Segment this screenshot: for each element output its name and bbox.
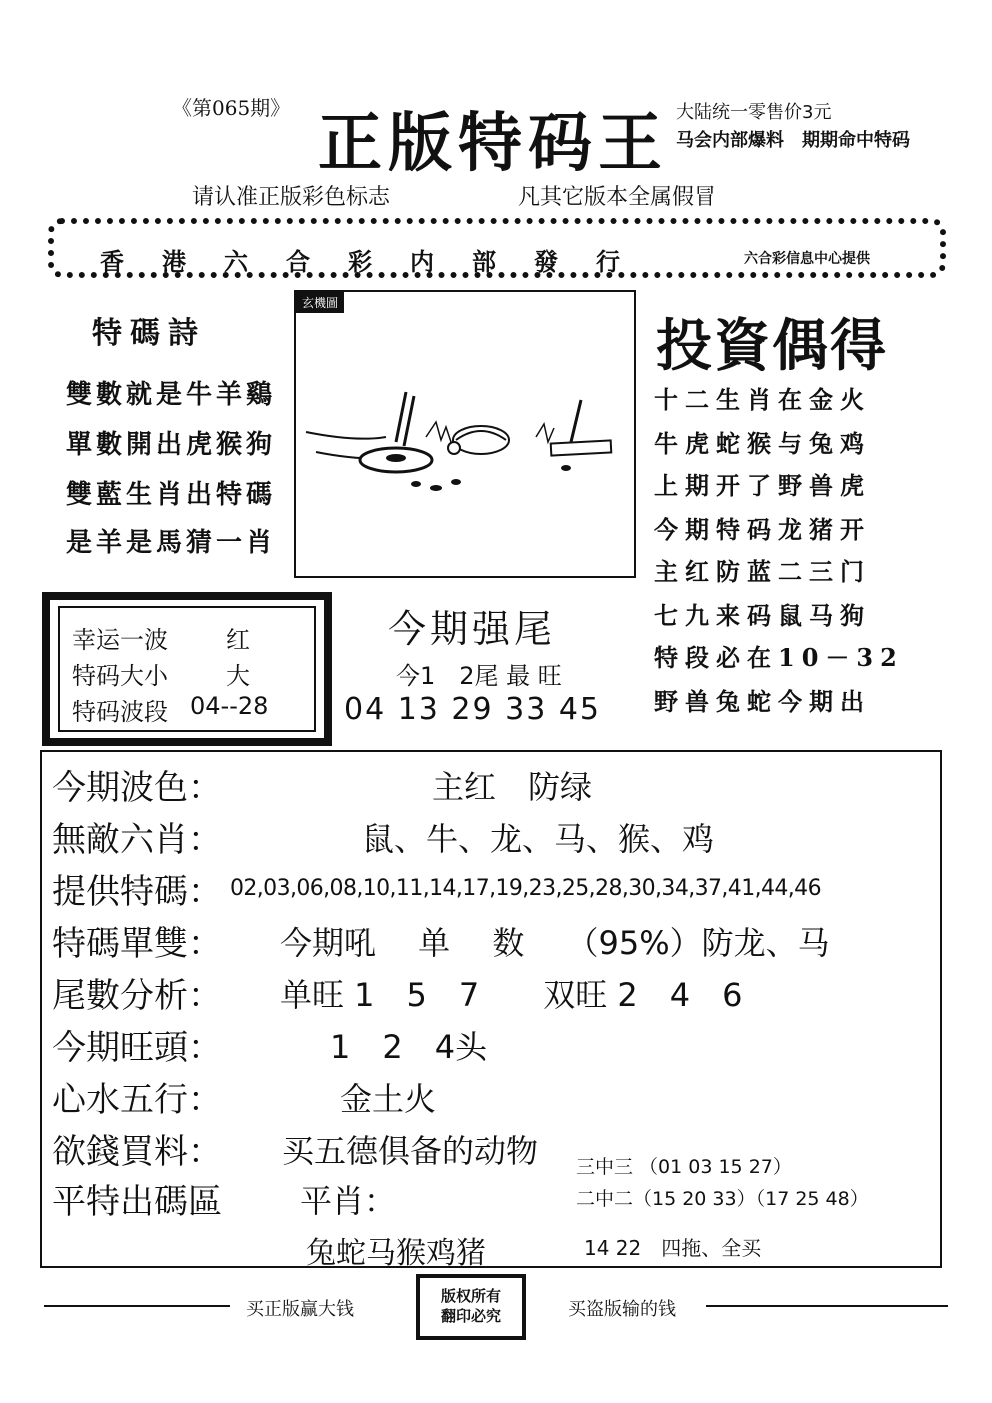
poem-line: 單數開出虎猴狗: [66, 430, 277, 460]
hot-head-label: 今期旺頭：: [52, 1028, 222, 1068]
notice-left: 请认准正版彩色标志: [192, 185, 391, 210]
invest-title: 投資偶得: [656, 313, 888, 379]
footer-divider-left: [44, 1305, 230, 1307]
lucky-size-value: 大: [226, 662, 250, 690]
buy-label: 欲錢買料：: [52, 1132, 222, 1172]
special-numbers: 02,03,06,08,10,11,14,17,19,23,25,28,30,34,37,41,44,46: [230, 876, 821, 901]
odd-even-value: 今期吼 单 数 （95%）防龙、马: [280, 924, 830, 962]
strong-tail-numbers: 04 13 29 33 45: [344, 692, 602, 727]
verse-line: 野兽兔蛇今期出: [654, 687, 871, 716]
poem-title: 特碼詩: [92, 316, 206, 351]
footer-left-text: 买正版赢大钱: [246, 1299, 354, 1320]
lucky-range-value: 04--28: [190, 692, 269, 720]
footer-right-text: 买盗版输的钱: [568, 1299, 676, 1320]
cartoon-drawing: [296, 292, 634, 576]
poem-line: 是羊是馬猜一肖: [66, 528, 277, 558]
banner-text: 香港六合彩内部發行: [100, 247, 658, 276]
six-zodiac-label: 無敵六肖：: [52, 820, 222, 860]
strong-tail-hot: 今1 2尾 最 旺: [396, 662, 562, 690]
verse-line: 特段必在10－32: [654, 643, 904, 672]
color-value: 主红 防绿: [432, 768, 593, 806]
two-hit: 二中二（15 20 33）（17 25 48）: [576, 1188, 869, 1210]
cartoon-label: 玄機圖: [296, 292, 344, 313]
verse-line: 今期特码龙猪开: [654, 515, 871, 544]
buy-value: 买五德俱备的动物: [282, 1132, 539, 1170]
color-label: 今期波色：: [52, 768, 222, 808]
poem-line: 雙藍生肖出特碼: [66, 480, 277, 510]
three-hit: 三中三 （01 03 15 27）: [576, 1156, 792, 1178]
five-elements-label: 心水五行：: [52, 1080, 222, 1120]
odd-even-label: 特碼單雙：: [52, 924, 222, 964]
tail-analysis-value: 单旺 1 5 7 双旺 2 4 6: [280, 976, 743, 1014]
cartoon-image: [294, 290, 636, 578]
page-title: 正版特码王: [318, 106, 668, 181]
verse-line: 七九来码鼠马狗: [654, 601, 871, 630]
special-label: 提供特碼：: [52, 872, 222, 912]
issue-number: 《第065期》: [172, 96, 291, 120]
lucky-size-label: 特码大小: [72, 662, 168, 690]
notice-right: 凡其它版本全属假冒: [518, 185, 717, 210]
strong-tail-title: 今期强尾: [388, 607, 557, 651]
six-zodiac-value: 鼠、牛、龙、马、猴、鸡: [362, 820, 715, 858]
lucky-wave-value: 红: [226, 626, 250, 654]
copyright-line: 版权所有: [440, 1287, 501, 1305]
hot-head-value: 1 2 4头: [330, 1028, 488, 1066]
verse-line: 上期开了野兽虎: [654, 471, 871, 500]
poem-line: 雙數就是牛羊鷄: [66, 380, 277, 410]
footer-divider-right: [706, 1305, 948, 1307]
price-text: 大陆统一零售价3元: [676, 102, 832, 123]
tail-analysis-label: 尾數分析：: [52, 976, 222, 1016]
lucky-wave-label: 幸运一波: [72, 626, 168, 654]
copyright-box: [416, 1274, 526, 1340]
zodiac-list: 兔蛇马猴鸡猪: [306, 1236, 486, 1271]
verse-line: 十二生肖在金火: [654, 385, 871, 414]
verse-line: 牛虎蛇猴与兔鸡: [654, 429, 871, 458]
flat-value: 平肖：: [300, 1182, 397, 1220]
flat-label: 平特出碼區: [52, 1182, 222, 1222]
banner-source: 六合彩信息中心提供: [744, 251, 870, 267]
verse-line: 主红防蓝二三门: [654, 557, 871, 586]
combo-text: 14 22 四拖、全买: [584, 1236, 762, 1260]
lucky-range-label: 特码波段: [72, 698, 168, 726]
five-elements-value: 金土火: [340, 1080, 437, 1118]
insider-text: 马会内部爆料 期期命中特码: [676, 130, 910, 151]
copyright-line: 翻印必究: [440, 1307, 501, 1325]
